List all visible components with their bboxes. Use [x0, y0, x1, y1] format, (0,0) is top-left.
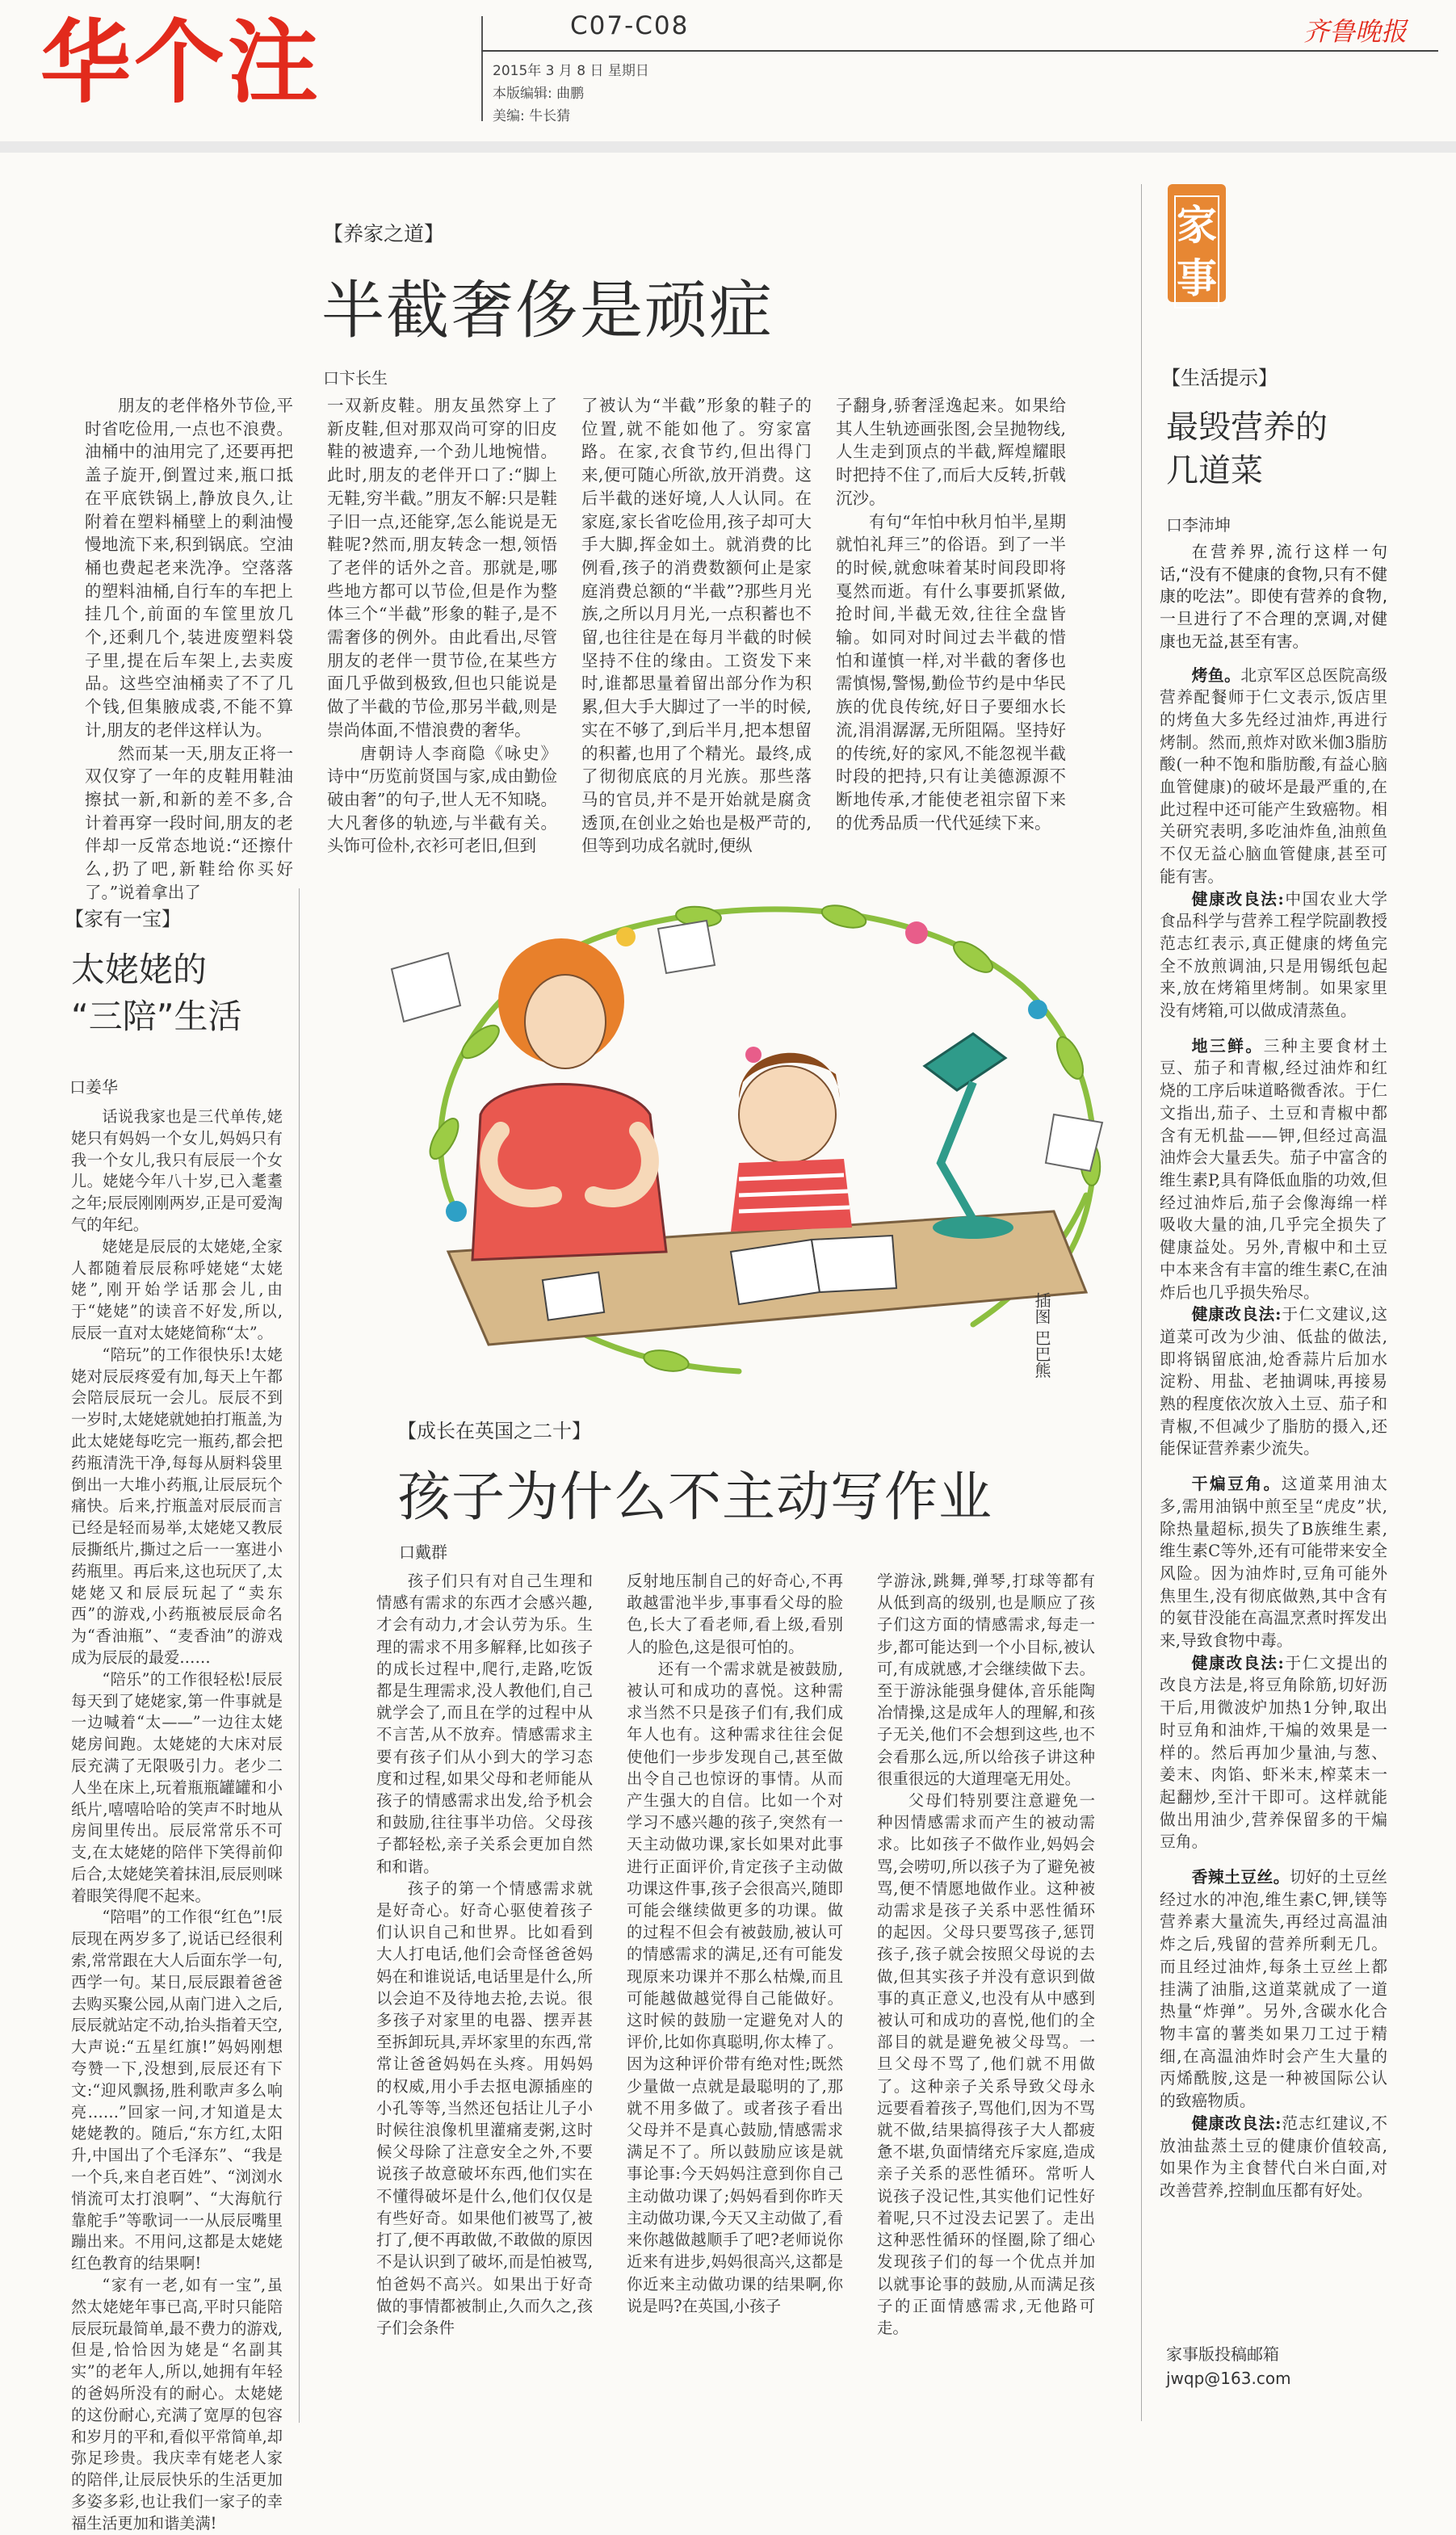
article1-section-tag: 【养家之道】 — [323, 222, 445, 246]
article1-title: 半截奢侈是顽症 — [321, 275, 774, 347]
article3-column-3 — [877, 1570, 1095, 2429]
dish-body: 切好的土豆丝经过水的冲泡,维生素C,钾,镁等营养素大量流失,再经过高温油炸之后,残留的营养所剩无几。而且经过油炸,每条土豆丝上都挂满了油脂,这道菜就成了一道热量“炸弹”。另外,含碳水化合物丰富的薯类如果刀工过于精细,在高温油炸时会产生大量的丙烯酰胺,这是一种被国际公认的致癌物质。 — [1160, 1868, 1387, 2111]
article1-column-2 — [327, 394, 557, 856]
article1-paragraph: 唐朝诗人李商隐《咏史》诗中“历览前贤国与家,成由勤俭破由奢”的句子,世人无不知晓。大凡奢侈的轨迹,与半截有关。头饰可俭朴,衣衫可老旧,但到 — [327, 743, 557, 856]
article3-column-2 — [627, 1570, 843, 2429]
dish-paragraph — [1160, 1866, 1387, 2113]
article3-byline: 口戴群 — [399, 1542, 447, 1562]
dish-body: 这道菜用油太多,需用油锅中煎至呈“虎皮”状,除热量超标,损失了B族维生素,维生素C等外,还有可能带来安全风险。因为油炸时,豆角可能外焦里生,没有彻底做熟,其中含有的氨苷没能在高温烹煮时挥发出来,导致食物中毒。 — [1160, 1475, 1387, 1651]
article2-paragraph: “陪唱”的工作很“红色”!辰辰现在两岁多了,说话已经很利索,常常跟在大人后面东学一句,西学一句。某日,辰辰跟着爸爸去购买聚公园,从南门进入之后,辰辰就站定不动,抬头指着天空,大声说:“五星红旗!”妈妈刚想夸赞一下,没想到,辰辰还有下文:“迎风飘扬,胜利歌声多么响亮……”回家一问,才知道是太姥姥教的。随后,“东方红,太阳升,中国出了个毛泽东”、“我是一个兵,来自老百姓”、“浏浏水悄流可太打浪啊”、“大海航行靠舵手”等歌词一一从辰辰嘴里蹦出来。不用问,这都是太姥姥红色教育的结果啊! — [71, 1908, 283, 2273]
date-line: 2015年 3 月 8 日 星期日 — [493, 63, 649, 79]
dish-body: 北京军区总医院高级营养配餐师于仁文表示,饭店里的烤鱼大多先经过油炸,再进行烤制。然而,煎炸对欧米伽3脂肪酸(一种不饱和脂肪酸,有益心脑血管健康)的破坏是最严重的,在此过程中还可能产生致癌物。相关研究表明,多吃油炸鱼,油煎鱼不仅无益心脑血管健康,甚至可能有害。 — [1160, 665, 1387, 886]
header-divider — [481, 16, 483, 121]
article2-paragraph: “陪乐”的工作很轻松!辰辰每天到了姥姥家,第一件事就是一边喊着“太——”一边往太姥姥房间跑。太姥姥的大床对辰辰充满了无限吸引力。老少二人坐在床上,玩着瓶瓶罐罐和小纸片,嘻嘻哈哈的笑声不时地从房间里传出。辰辰常常乐不可支,在太姥姥的陪伴下笑得前仰后合,太姥姥笑着抹泪,辰辰则咪着眼笑得爬不起来。 — [71, 1669, 283, 1905]
tip-head: 健康改良法: — [1191, 1652, 1284, 1673]
article2-title-line1: 太姥姥的 — [71, 950, 208, 989]
article3-paragraph: 学游泳,跳舞,弹琴,打球等都有从低到高的级别,也是顺应了孩子们这方面的情感需求,每走一步,都可能达到一个小目标,被认可,有成就感,才会继续做下去。至于游泳能强身健体,音乐能陶冶情操,这是成年人的理解,和孩子无关,他们不会想到这些,也不会看那么远,所以给孩子讲这种很重很远的大道理毫无用处。 — [877, 1572, 1095, 1788]
article3-column-1 — [376, 1570, 593, 2429]
home-title-line2: 几道菜 — [1166, 452, 1263, 489]
tip-head: 健康改良法: — [1191, 1304, 1282, 1324]
article3-paragraph: 反射地压制自己的好奇心,不再敢越雷池半步,事事看父母的脸色,长大了看老师,看上级,看别人的脸色,这是很可怕的。 — [627, 1572, 843, 1656]
article2-paragraph: “家有一老,如有一宝”,虽然太姥姥年事已高,平时只能陪辰辰玩最简单,最不费力的游戏,但是,恰恰因为姥是“名副其实”的老年人,所以,她拥有年轻的爸妈所没有的耐心。太姥姥的这份耐心,充满了宽厚的包容和岁月的平和,看似平常简单,却弥足珍贵。我庆幸有姥老人家的陪伴,让辰辰快乐的生活更加多姿多彩,也让我们一家子的幸福生活更加和谐美满! — [71, 2276, 283, 2533]
header-rule — [481, 50, 1438, 52]
article1-column-1 — [85, 394, 293, 902]
article2-byline: 口姜华 — [69, 1077, 118, 1097]
masthead: 华个注 — [40, 10, 321, 115]
article3-paragraph: 父母们特别要注意避免一种因情感需求而产生的被动需求。比如孩子不做作业,妈妈会骂,会唠叨,所以孩子为了避免被骂,便不情愿地做作业。这种被动需求是孩子关系中恶性循环的起因。父母只要骂孩子,惩罚孩子,孩子就会按照父母说的去做,但其实孩子并没有意识到做事的真正意义,也没有从中感到被认可和成功的喜悦,他们的全部目的就是避免被父母骂。一旦父母不骂了,他们就不用做了。这种亲子关系导致父母永远要看着孩子,骂他们,因为不骂就不做,结果搞得孩子大人都疲惫不堪,负面情绪充斥家庭,造成亲子关系的恶性循环。常听人说孩子没记性,其实他们记性好着呢,只不过没去记罢了。走出这种恶性循环的怪圈,除了细心发现孩子们的每一个优点并加以就事论事的鼓励,从而满足孩子的正面情感需求,无他路可走。 — [877, 1791, 1095, 2337]
tip-body: 中国农业大学食品科学与营养工程学院副教授范志红表示,真正健康的烤鱼完全不放煎调油,只是用锡纸包起来,放在烤箱里烤制。如果家里没有烤箱,可以做成清蒸鱼。 — [1160, 889, 1387, 1021]
notebook — [543, 1272, 604, 1320]
article1-paragraph: 一双新皮鞋。朋友虽然穿上了新皮鞋,但对那双尚可穿的旧皮鞋的被遗弃,一个劲儿地惋惜。此时,朋友的老伴开口了:“脚上无鞋,穷半截。”朋友不解:只是鞋子旧一点,还能穿,怎么能说是无鞋呢?然而,朋友转念一想,领悟了老伴的话外之音。那就是,哪些地方都可以节俭,但是作为整体三个“半截”形象的鞋子,是不需奢侈的例外。由此看出,尽管朋友的老伴一贯节俭,在某些方面几乎做到极致,但也只能说是做了半截的节俭,那另半截,则是崇尚体面,不惜浪费的奢华。 — [327, 396, 557, 740]
dish-name: 烤鱼。 — [1191, 665, 1241, 685]
illustration-credit — [1032, 1292, 1051, 1379]
left-column-rule — [299, 888, 300, 2423]
dish-name: 地三鲜。 — [1191, 1035, 1264, 1056]
tip-body: 范志红建议,不放油盐蒸土豆的健康价值较高,如果作为主食替代白米白面,对改善营养,控制血压都有好处。 — [1160, 2113, 1387, 2200]
article3-paragraph: 孩子们只有对自己生理和情感有需求的东西才会感兴趣,才会有动力,才会认劳为乐。生理的需求不用多解释,比如孩子的成长过程中,爬行,走路,吃饭都是生理需求,没人教他们,自己就学会了,而且在学的过程中从不言苦,从不放弃。情感需求主要有孩子们从小到大的学习态度和过程,如果父母和老师能从孩子的情感需求出发,给予机会和鼓励,往往事半功倍。父母孩子都轻松,亲子关系会更加自然和和谐。 — [376, 1572, 593, 1876]
home-section-label — [1168, 184, 1226, 302]
article2-paragraph: 话说我家也是三代单传,姥姥只有妈妈一个女儿,妈妈只有我一个女儿,我只有辰辰一个女儿。姥姥今年八十岁,已入耄耋之年;辰辰刚刚两岁,正是可爱淘气的年纪。 — [71, 1107, 283, 1234]
article3-section-tag: 【成长在英国之二十】 — [397, 1420, 591, 1442]
article1-paragraph: 有句“年怕中秋月怕半,星期就怕礼拜三”的俗语。到了一半的时候,就愈味着某时间段即将戛然而逝。有什么事要抓紧做,抢时间,半截无效,往往全盘皆输。如同对时间过去半截的惜怕和谨慎一样,对半截的奢侈也需慎惕,警惕,勤俭节约是中华民族的优良传统,好日子要细水长流,涓涓潺潺,无所阻隔。坚持好的传统,好的家风,不能忽视半截时段的把持,只有让美德源源不断地传承,才能使老祖宗留下来的优秀品质一代代延续下来。 — [836, 511, 1066, 833]
dish-body: 三种主要食材土豆、茄子和青椒,经过油炸和红烧的工序后味道略微香浓。于仁文指出,茄子、土豆和青椒中都含有无机盐——钾,但经过高温油炸会大量丢失。茄子中富含的维生素P,具有降低血脂的功效,但经过油炸后,茄子会像海绵一样吸收大量的油,几乎完全损失了健康益处。另外,青椒中和土豆中本来含有丰富的维生素C,在油炸后也几乎损失殆尽。 — [1160, 1036, 1387, 1302]
article2-body — [71, 1106, 283, 2533]
dish-name: 香辣土豆丝。 — [1191, 1867, 1290, 1887]
dish-paragraph — [1160, 1473, 1387, 1652]
mailbox-email[interactable]: jwqp@163.com — [1166, 2369, 1291, 2388]
article2-paragraph: 姥姥是辰辰的太姥姥,全家人都随着辰辰称呼姥姥“太姥姥”,刚开始学话那会儿,由于“姥姥”的读音不好发,所以,辰辰一直对太姥姥简称“太”。 — [71, 1236, 283, 1342]
tip-head: 健康改良法: — [1191, 888, 1284, 909]
tip-body: 于仁文提出的改良方法是,将豆角除筋,切好沥干后,用微波炉加热1分钟,取出时豆角和油炸,干煸的效果是一样的。然后再加少量油,与葱、姜末、肉馅、虾米末,榨菜末一起翻炒,至汁干即可。这样就能做出用油少,营养保留多的干煸豆角。 — [1160, 1653, 1387, 1852]
article1-paragraph: 然而某一天,朋友正将一双仅穿了一年的皮鞋用鞋油擦拭一新,和新的差不多,合计着再穿一段时间,朋友的老伴却一反常态地说:“还擦什么,扔了吧,新鞋给你买好了。”说着拿出了 — [85, 743, 293, 902]
illustration-credit-text: 插图 巴巴熊 — [1032, 1292, 1051, 1379]
editor-line: 本版编辑: 曲鹏 — [493, 86, 585, 102]
header-meta — [493, 60, 649, 128]
home-section-byline: 口李沛坤 — [1166, 515, 1231, 535]
header-band — [0, 141, 1456, 153]
designer-line: 美编: 牛长猜 — [493, 108, 571, 124]
article3-paragraph: 还有一个需求就是被鼓励,被认可和成功的喜悦。这种需求当然不只是孩子们有,我们成年人也有。这种需求往往会促使他们一步步发现自己,甚至做出令自己也惊讶的事情。从而产生强大的自信。比如一个对学习不感兴趣的孩子,突然有一天主动做功课,家长如果对此事进行正面评价,肯定孩子主动做功课这件事,孩子会很高兴,随即可能会继续做更多的功课。做的过程不但会有被鼓励,被认可的情感需求的满足,还有可能发现原来功课并不那么枯燥,而且可能越做越觉得自己能做好。这时候的鼓励一定避免对人的评价,比如你真聪明,你太棒了。因为这种评价带有绝对性;既然少量做一点就是最聪明的了,那就不用多做了。或者孩子看出父母并不是真心鼓励,情感需求满足不了。所以鼓励应该是就事论事:今天妈妈注意到你自己主动做功课了;妈妈看到你昨天主动做功课,今天又主动做了,看来你越做越顺手了吧?老师说你近来有进步,妈妈很高兴,这都是你近来主动做功课的结果啊,你说是吗?在英国,小孩子 — [627, 1659, 843, 2315]
article1-paragraph: 子翻身,骄奢淫逸起来。如果给其人生轨迹画张图,会呈抛物线,人生走到顶点的半截,辉煌耀眼时把持不住了,而后大反转,折戟沉沙。 — [836, 396, 1066, 508]
dish-name: 干煸豆角。 — [1191, 1474, 1282, 1494]
illustration — [359, 872, 1143, 1442]
article2-paragraph: “陪玩”的工作很快乐!太姥姥对辰辰疼爱有加,每天上午都会陪辰辰玩一会儿。辰辰不到一岁时,太姥姥就她拍打瓶盖,为此太姥姥每吃完一瓶药,都会把药瓶清洗干净,每每从厨料袋里倒出一大堆小药瓶,让辰辰玩个痛快。后来,拧瓶盖对辰辰而言已经是轻而易举,太姥姥又教辰辰撕纸片,撕过之后一一塞进小药瓶里。再后来,这也玩厌了,太姥姥又和辰辰玩起了“卖东西”的游戏,小药瓶被辰辰命名为“香油瓶”、“麦香油”的游戏成为辰辰的最爱…… — [71, 1345, 283, 1667]
home-section-body — [1160, 541, 1387, 2277]
article1-column-4 — [836, 394, 1066, 834]
dish-paragraph — [1160, 665, 1387, 888]
home-intro: 在营养界,流行这样一句话,“没有不健康的食物,只有不健康的吃法”。即使有营养的食物,一旦进行了不合理的烹调,对健康也无益,甚至有害。 — [1160, 543, 1387, 651]
page-number: C07-C08 — [570, 11, 690, 40]
home-title-line1: 最毁营养的 — [1166, 409, 1328, 446]
article1-paragraph: 了被认为“半截”形象的鞋子的位置,就不能如他了。穷家富路。在家,衣食节约,但出得门来,便可随心所欲,放开消费。这后半截的迷好境,人人认同。在家庭,家长省吃俭用,孩子却可大手大脚,挥金如土。就消费的比例看,孩子的消费数额何止是家庭消费总额的“半截”?那些月光族,之所以月月光,一点积蓄也不留,也往往是在每月半截的时候坚持不住的缘由。工资发下来时,谁都思量着留出部分作为积累,但大手大脚过了一半的时候,实在不够了,到后半月,把本想留的积蓄,也用了个精光。最终,成了彻彻底底的月光族。那些落马的官员,并不是开始就是腐贪透顶,在创业之始也是极严苛的,但等到功成名就时,便纵 — [581, 396, 812, 856]
article2-section-tag: 【家有一宝】 — [65, 908, 181, 930]
home-section-label-text: 家事 — [1174, 195, 1219, 308]
article3-title: 孩子为什么不主动写作业 — [397, 1466, 992, 1528]
home-section-title — [1166, 405, 1328, 493]
article1-column-3 — [581, 394, 812, 856]
brand-logo: 齐鲁晚报 — [1303, 16, 1408, 47]
mother-figure — [472, 938, 666, 1260]
tip-paragraph — [1160, 1303, 1387, 1460]
article2-title-line2: “三陪”生活 — [71, 997, 242, 1036]
home-section-tag: 【生活提示】 — [1161, 367, 1278, 389]
desk-lamp — [925, 1034, 1013, 1239]
article1-paragraph: 朋友的老伴格外节俭,平时省吃俭用,一点也不浪费。油桶中的油用完了,还要再把盖子旋开,倒置过来,瓶口抵在平底铁锅上,静放良久,让附着在塑料桶壁上的剩油慢慢地流下来,积到锅底。空油桶也费起老来洗净。空落落的塑料油桶,自行车的车把上挂几个,前面的车筐里放几个,还剩几个,装进废塑料袋子里,提在后车架上,去卖废品。这些空油桶卖了不了几个钱,但集腋成裘,不能不算计,朋友的老伴这样认为。 — [85, 396, 293, 740]
tip-paragraph — [1160, 2113, 1387, 2202]
tip-body: 于仁文建议,这道菜可改为少油、低盐的做法,即将锅留底油,炝香蒜片后加水淀粉、用盐、老抽调味,再接易熟的程度依次放入土豆、茄子和青椒,不但减少了脂肪的摄入,还能保证营养素少流失。 — [1160, 1305, 1387, 1458]
tip-paragraph — [1160, 1652, 1387, 1853]
article2-title — [71, 946, 242, 1040]
tip-head: 健康改良法: — [1191, 2113, 1282, 2133]
girl-figure — [731, 1047, 852, 1232]
tip-paragraph — [1160, 888, 1387, 1022]
mailbox — [1166, 2342, 1291, 2390]
mailbox-label: 家事版投稿邮箱 — [1166, 2344, 1279, 2364]
article3-paragraph: 孩子的第一个情感需求就是好奇心。好奇心驱使着孩子们认识自己和世界。比如看到大人打电话,他们会奇怪爸爸妈妈在和谁说话,电话里是什么,所以会迫不及待地去抢,去说。很多孩子对家里的电器、摆弄甚至拆卸玩具,弄坏家里的东西,常常让爸爸妈妈在头疼。用妈妈的权威,用小手去抠电源插座的小孔等等,当然还包括让儿子小时候往浪像机里灌痛麦粥,这时候父母除了注意安全之外,不要说孩子故意破坏东西,他们实在不懂得破坏是什么,他们仅仅是有些好奇。如果他们被骂了,被打了,便不再敢做,不敢做的原因不是认识到了破坏,而是怕被骂,怕爸妈不高兴。如果出于好奇做的事情都被制止,久而久之,孩子们会条件 — [376, 1878, 593, 2337]
dish-paragraph — [1160, 1035, 1387, 1303]
article1-byline: 口卞长生 — [323, 368, 388, 388]
